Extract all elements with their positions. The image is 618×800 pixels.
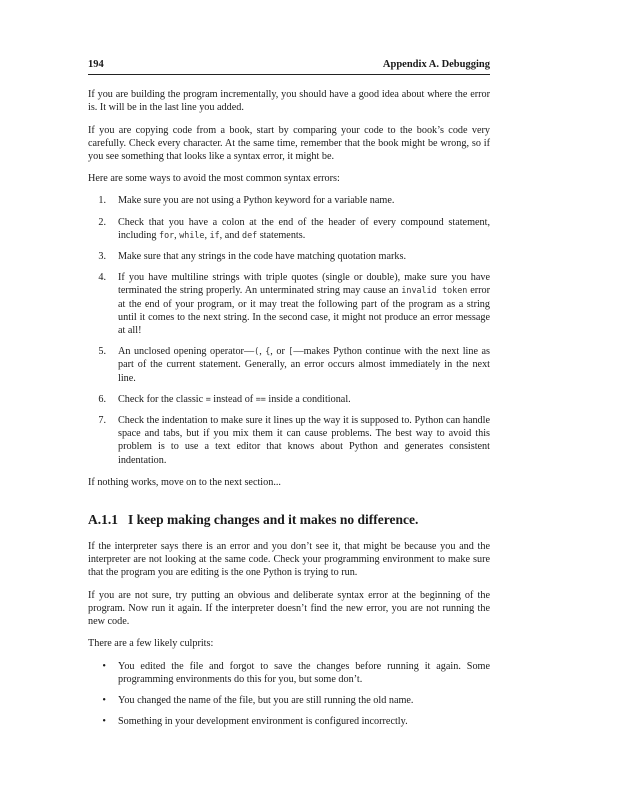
bullet-text: You changed the name of the file, but you are still running the old name. <box>118 694 414 706</box>
section-heading <box>88 511 490 528</box>
bullet-item <box>88 660 490 686</box>
section-paragraph: There are a few likely culprits: <box>88 638 214 650</box>
culprits-list <box>88 660 490 729</box>
item-text: Check for the classic = instead of == inside a conditional. <box>118 393 351 405</box>
inline-code: def <box>242 229 258 240</box>
item-text: Make sure that any strings in the code have matching quotation marks. <box>118 251 407 263</box>
list-item <box>88 393 490 406</box>
list-item <box>88 345 490 385</box>
inline-code: == <box>255 393 266 404</box>
item-number: 5. <box>98 346 106 358</box>
list-item <box>88 414 490 467</box>
item-number: 1. <box>98 195 106 207</box>
item-text: An unclosed opening operator—(, {, or [—makes Python continue with the next line as part of the current statement. Generally, an error occurs almost immediately in the next line. <box>118 346 490 384</box>
inline-code: = <box>205 393 211 404</box>
bullet-item <box>88 715 490 728</box>
item-number: 7. <box>98 415 106 427</box>
item-number: 2. <box>98 216 106 228</box>
bullet-text: You edited the file and forgot to save the changes before running it again. Some programming environments do this for you, but some don’t. <box>118 660 490 685</box>
bullet-item <box>88 694 490 707</box>
inline-code: while <box>179 229 205 240</box>
inline-code: ( <box>254 346 260 357</box>
list-item <box>88 271 490 337</box>
section-title: I keep making changes and it makes no difference. <box>128 512 419 528</box>
inline-code: if <box>209 229 220 240</box>
list-item <box>88 250 490 263</box>
item-number: 4. <box>98 272 106 284</box>
intro-paragraph: If you are copying code from a book, start by comparing your code to the book’s code very carefully. Check every character. At the same time, remember that the book might be wrong, so if you see something that looks like a syntax error, it might be. <box>88 124 490 163</box>
item-text: Check the indentation to make sure it lines up the way it is supposed to. Python can handle space and tabs, but if you mix them it can cause problems. The best way to avoid this problem is to use a text editor that knows about Python and generates consistent indentation. <box>118 415 490 466</box>
intro-paragraph: Here are some ways to avoid the most common syntax errors: <box>88 173 340 185</box>
bullet-text: Something in your development environment is configured incorrectly. <box>118 716 408 728</box>
syntax-error-tips-list <box>88 194 490 466</box>
chapter-title: Appendix A. Debugging <box>382 59 490 70</box>
running-header <box>88 58 490 75</box>
inline-code: for <box>159 229 175 240</box>
intro-paragraph: If you are building the program incrementally, you should have a good idea about where the error is. It will be in the last line you added. <box>88 89 490 114</box>
item-number: 3. <box>98 251 106 263</box>
transition-paragraph: If nothing works, move on to the next section... <box>88 476 281 488</box>
list-item <box>88 194 490 207</box>
list-item <box>88 216 490 242</box>
section-paragraph: If you are not sure, try putting an obvious and deliberate syntax error at the beginning of the program. Now run it again. If the interpreter doesn’t find the new error, you are not running the new code. <box>88 589 490 628</box>
section-number: A.1.1 <box>88 512 118 528</box>
inline-code: { <box>265 346 271 357</box>
item-text: Make sure you are not using a Python keyword for a variable name. <box>118 195 395 207</box>
book-page <box>88 58 490 736</box>
item-text: If you have multiline strings with triple quotes (single or double), make sure you have terminated the string properly. An unterminated string may cause an invalid token error at the end of your program, or it may treat the following part of the program as a string until it comes to the next string. In the second case, it might not produce an error message at all! <box>118 272 490 337</box>
bullet-marker: • <box>102 660 106 672</box>
section-paragraph: If the interpreter says there is an error and you don’t see it, that might be because you and the interpreter are not looking at the same code. Check your programming environment to make sure that the program you are editing is the one Python is trying to run. <box>88 541 490 579</box>
bullet-marker: • <box>102 694 106 706</box>
page-number: 194 <box>88 59 104 70</box>
bullet-marker: • <box>102 716 106 728</box>
item-text: Check that you have a colon at the end of the header of every compound statement, including for, while, if, and def statements. <box>118 216 490 241</box>
inline-code: invalid token <box>401 285 468 296</box>
item-number: 6. <box>98 393 106 405</box>
inline-code: [ <box>288 346 294 357</box>
